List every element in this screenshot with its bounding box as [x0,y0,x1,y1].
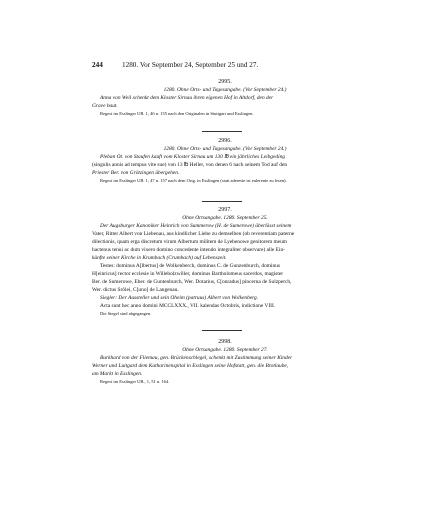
entry-number: 2997. [218,207,232,213]
regest-line: künfte seiner Kirche in Krumbach (Crumbach) auf Lebenszeit. [92,255,227,261]
entry-dating: 1280. Ohne Orts- und Tagesangabe. (Vor September 24.) [163,146,287,152]
regest-line: Wer. dictus Srôlei, C[uno] de Langenau. [92,287,179,293]
entry-2996 [92,137,358,184]
entry-2995 [92,78,358,117]
regest-line: Testes: dominus A[lbertus] de Wolkenberch, dominus C. de Gunzenburch, dominus [100,263,280,269]
entry-dating: Ohne Ortsangabe. 1280. September 27. [182,347,268,353]
entry-note: Die Siegel sind abgegangen. [100,311,152,316]
separator-rule [202,131,242,132]
regest-line: Werner und Luitgard dem Katharinenspital in Esslingen seine Hofstatt, gen. die Brotlaube, [92,363,289,369]
entry-number: 2998. [218,339,232,345]
regest-line: Grave baut. [92,103,118,109]
entry-dating: Ohne Ortsangabe. 1280. September 25. [182,215,268,221]
page-header [92,61,352,70]
regest-line: Vater, Ritter Albert von Liebenau, aus kindlicher Liebe zu demselben (ob reverentiam paterne [92,231,295,237]
regest-line: Anna von Weil schenkt dem Kloster Sirnau ihren eigenen Hof in Altdorf, den der [100,95,274,101]
regest-line: Der Augsburger Kanoniker Heinrich von Summerow (H. de Sumerowe) überlässt seinem [100,223,292,229]
separator-rule [202,330,242,331]
regest-line: hactenus tenui ac dum vixero domino concedente intendo integraliter observare) alle Ein- [92,247,285,253]
entry-dating: 1280. Ohne Orts- und Tagesangabe. (Vor September 24.) [163,87,287,93]
regest-line: Siegler: Der Aussteller und sein Oheim (patruus) Albert von Wolkenberg. [100,295,259,301]
entry-number: 2995. [218,79,232,85]
page-number: 244 [92,61,103,69]
regest-line: (singulis annis ad tempus vite sue) von 13 ℔ Heller, von denen 6 nach seinem Tod auf den [92,162,288,168]
regest-line: H[einricus] rector ecclesie in Willebolzwiller, dominus Bartholomeus sacerdos, magister [92,271,284,277]
regest-line: Priester Ber. von Grötzingen übergehen. [92,170,180,176]
regest-line: am Markt in Esslingen. [92,371,143,377]
entry-2997 [92,206,358,317]
running-title: 1280. Vor September 24, September 25 und 27. [122,61,259,69]
entry-note: Regest im Esslinger UB. 1, 46 n. 155 nach den Originalen in Stuttgart und Esslingen. [100,111,254,116]
entry-note: Regest im Esslinger UB., 1, 51 n. 164. [100,379,170,384]
entry-note: Regest im Esslinger UB. 1, 47 n. 157 nach dem Orig. in Esslingen (statt adereste ist eulerente zu lesen). [100,178,287,183]
entry-2998 [92,338,358,385]
regest-line: dilectionis, quam erga discretum virum Albertum militem de Lyebenowe genitorem meum [92,239,287,245]
separator-rule [202,201,242,202]
regest-line: Ber. de Sumerowe, Eber. de Guntenburch, Wer. Dotarius, C[onradus] pincerna de Sulzperch, [92,279,292,285]
entry-number: 2996. [218,138,232,144]
regest-line: Pleban Ot. von Staufen kauft vom Kloster Sirnau um 130 ℔ ein jährliches Leibgeding [100,154,285,160]
regest-line: Acta sunt hec anno domini MCCLXXX., VII. kalendas Octobris, indictione VIII. [100,303,276,309]
regest-line: Burkhard von der Fliemau, gen. Brückenschlegel, schenkt mit Zustimmung seiner Kinder [100,355,293,361]
